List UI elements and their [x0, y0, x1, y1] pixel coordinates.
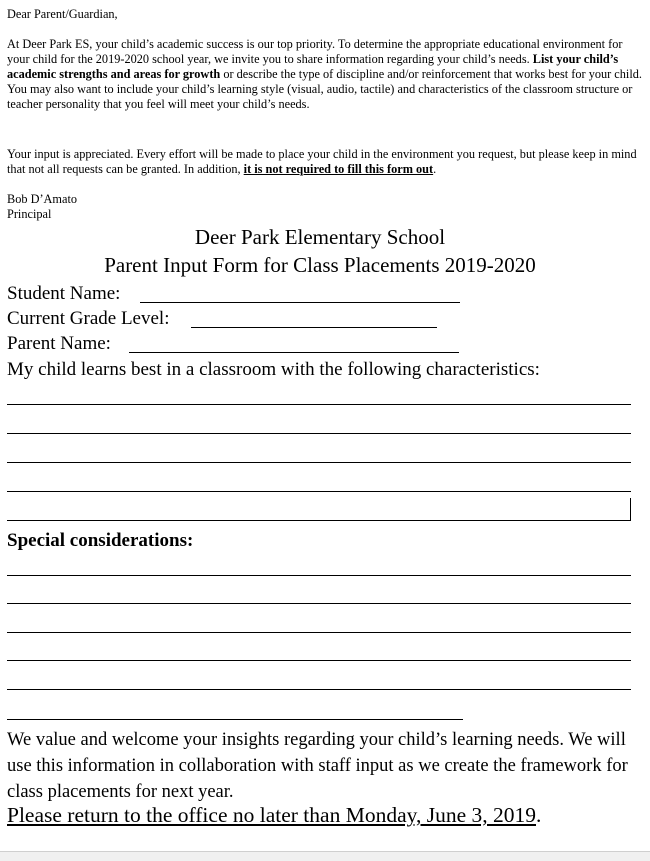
special-considerations-label: Special considerations: — [7, 530, 194, 551]
characteristics-line[interactable] — [7, 491, 631, 492]
school-name: Deer Park Elementary School — [194, 225, 446, 249]
signer-name: Bob D’Amato — [7, 192, 78, 206]
intro-bold-text: List your child’s academic strengths and areas for growth — [7, 52, 619, 81]
greeting: Dear Parent/Guardian, — [7, 7, 118, 21]
intro-text-1: At Deer Park ES, your child’s academic success is our top priority. To determine the appropriate educational environment for your child for the 2019-2020 school year, we invite you to share information regarding your child’s needs. — [7, 37, 623, 66]
characteristics-line[interactable] — [7, 433, 631, 434]
special-considerations-line[interactable] — [7, 575, 631, 576]
form-title: Parent Input Form for Class Placements 2019-2020 — [104, 253, 536, 277]
deadline-period: . — [536, 803, 542, 827]
student-name-label: Student Name: — [7, 283, 121, 304]
input-text-end: . — [433, 162, 437, 176]
special-considerations-line[interactable] — [7, 632, 631, 633]
input-paragraph — [7, 147, 647, 177]
signer-title: Principal — [7, 207, 52, 221]
not-required-notice: it is not required to fill this form out — [243, 162, 434, 176]
grade-level-field[interactable] — [191, 327, 437, 328]
special-considerations-line[interactable] — [7, 660, 631, 661]
intro-text-2: or describe the type of discipline and/or reinforcement that works best for your child. You may also want to include your child’s learning style (visual, audio, tactile) and characteristics of the classroom structure or teacher personality that you feel will meet your child’s needs. — [7, 67, 642, 111]
characteristics-line[interactable] — [7, 520, 631, 521]
grade-level-label: Current Grade Level: — [7, 308, 170, 329]
special-considerations-line[interactable] — [7, 719, 463, 720]
characteristics-prompt: My child learns best in a classroom with the following characteristics: — [7, 359, 540, 380]
deadline-text: Please return to the office no later than Monday, June 3, 2019 — [7, 803, 536, 827]
characteristics-line[interactable] — [7, 462, 631, 463]
student-name-field[interactable] — [140, 302, 460, 303]
deadline-notice — [7, 802, 541, 828]
special-considerations-line[interactable] — [7, 603, 631, 604]
input-text: Your input is appreciated. Every effort will be made to place your child in the environment you request, but please keep in mind that not all requests can be granted. In addition, — [7, 147, 637, 176]
intro-paragraph — [7, 37, 647, 112]
parent-name-field[interactable] — [129, 352, 459, 353]
parent-name-label: Parent Name: — [7, 333, 111, 354]
special-considerations-line[interactable] — [7, 689, 631, 690]
closing-paragraph: We value and welcome your insights regarding your child’s learning needs. We will use this information in collaboration with staff input as we create the framework for class placements for next year. — [7, 730, 628, 802]
characteristics-line[interactable] — [7, 404, 631, 405]
text-cursor — [630, 498, 631, 521]
